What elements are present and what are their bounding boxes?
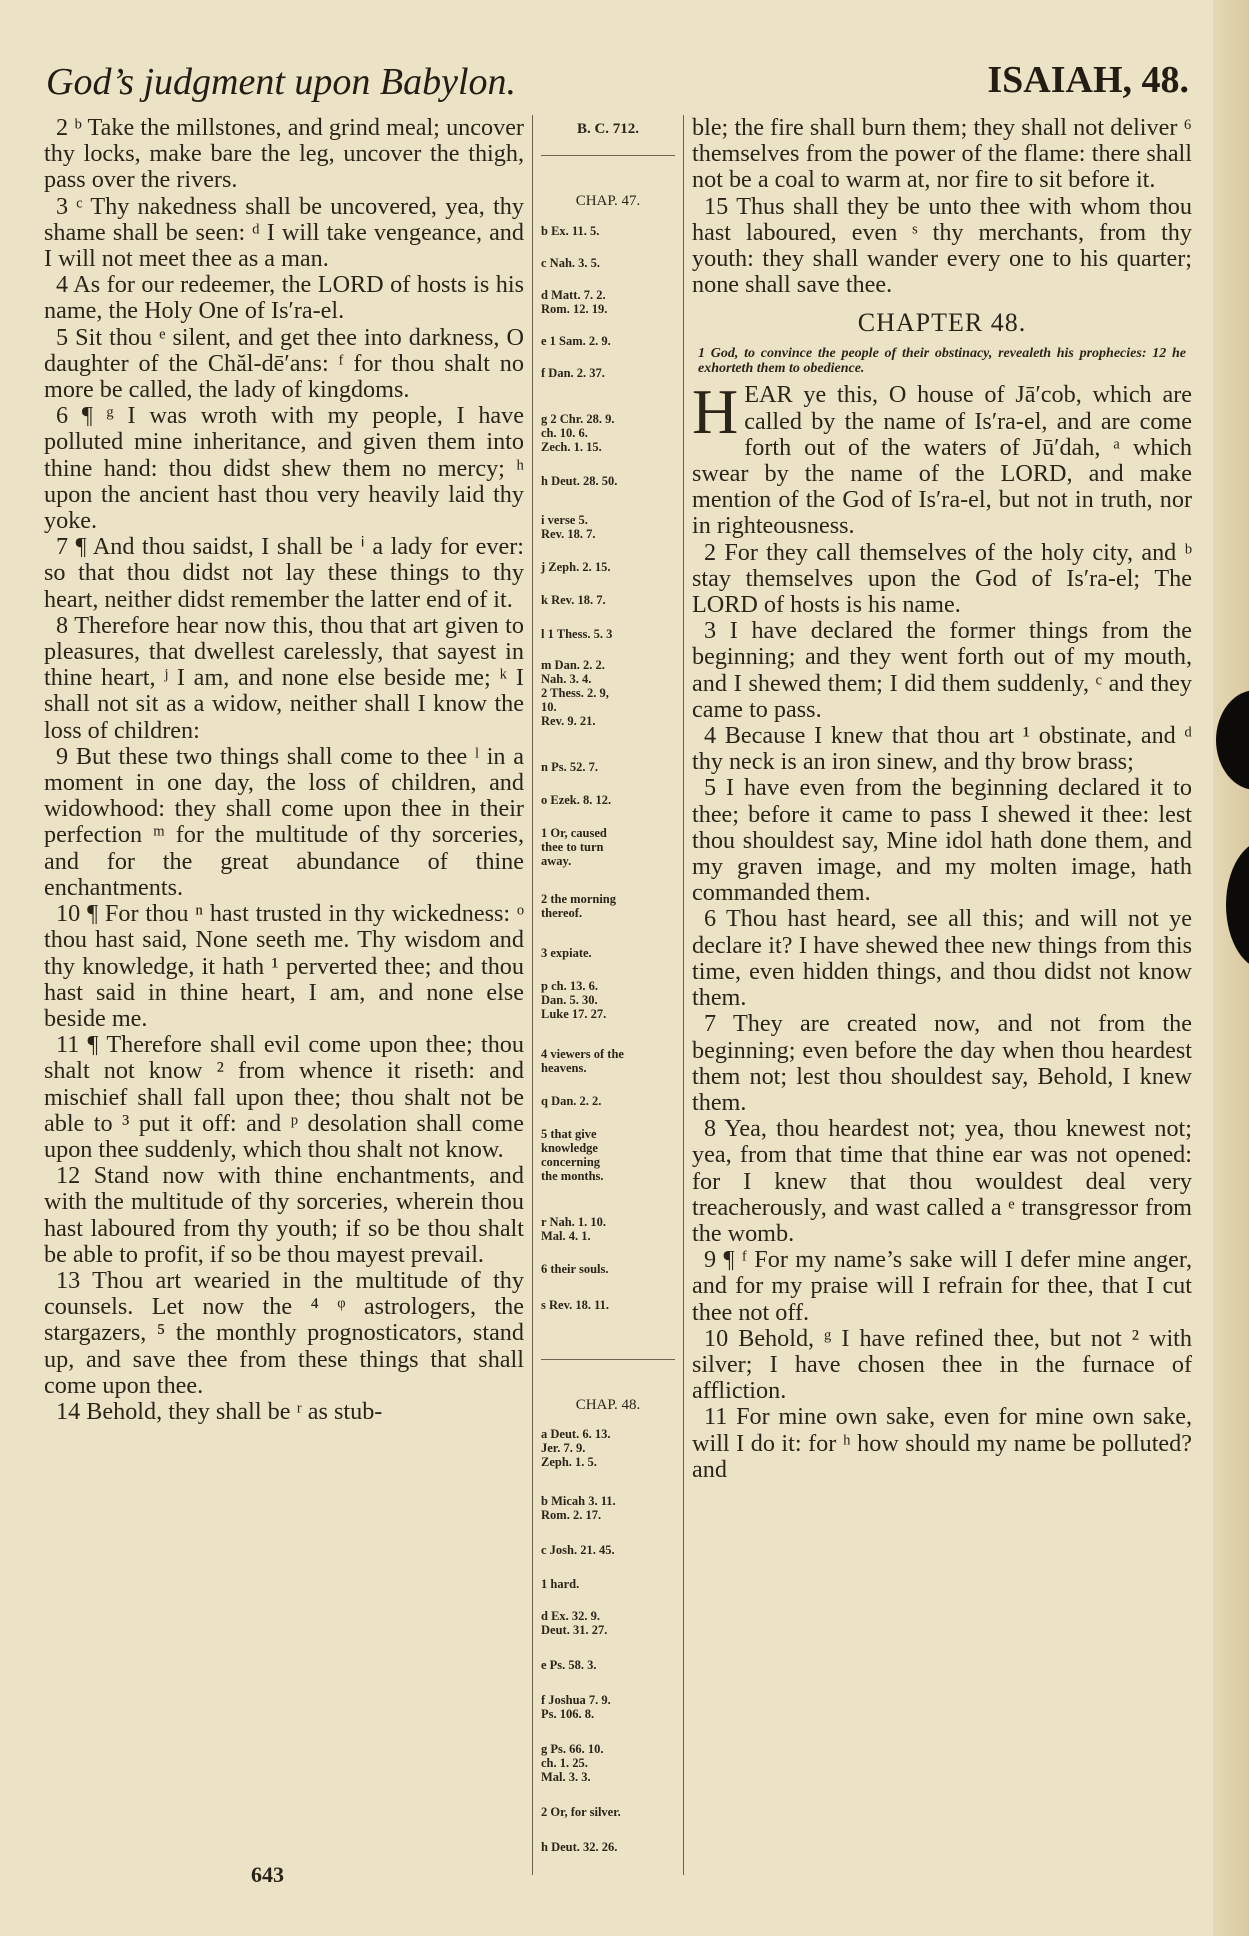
verse: 3 ᶜ Thy nakedness shall be uncovered, yea, thy shame shall be seen: ᵈ I will take vengeance, and I will not meet thee as a man.: [44, 192, 524, 273]
margin-note: h Deut. 32. 26.: [541, 1840, 618, 1854]
margin-note: 2 Or, for silver.: [541, 1805, 621, 1819]
verse: 7 ¶ And thou saidst, I shall be ⁱ a lady for ever: so that thou didst not lay these things to thy heart, neither didst remember the latter end of it.: [44, 533, 524, 613]
margin-note: 6 their souls.: [541, 1262, 609, 1276]
margin-note: f Dan. 2. 37.: [541, 366, 605, 380]
chapter-summary: 1 God, to convince the people of their obstinacy, revealeth his prophecies: 12 he exhorteth them to obedience.: [698, 346, 1186, 377]
margin-note: d Matt. 7. 2. Rom. 12. 19.: [541, 288, 608, 316]
running-header-left: God’s judgment upon Babylon.: [46, 61, 517, 103]
margin-note: 4 viewers of the heavens.: [541, 1047, 624, 1075]
margin-note: p ch. 13. 6. Dan. 5. 30. Luke 17. 27.: [541, 979, 607, 1021]
running-header-right: ISAIAH, 48.: [987, 59, 1189, 101]
margin-note: q Dan. 2. 2.: [541, 1094, 602, 1108]
verse: 2 For they call themselves of the holy city, and ᵇ stay themselves upon the God of Is′ra-el; The LORD of hosts is his name.: [692, 538, 1192, 619]
margin-note: o Ezek. 8. 12.: [541, 793, 612, 807]
chapter-48-label: CHAP. 48.: [575, 1397, 641, 1413]
margin-note: k Rev. 18. 7.: [541, 593, 606, 607]
verse: 10 ¶ For thou ⁿ hast trusted in thy wickedness: ᵒ thou hast said, None seeth me. Thy wisdom and thy knowledge, it hath ¹ perverted thee; and thou hast said in thine heart, I am, and none else beside me.: [44, 900, 524, 1032]
verse: 6 Thou hast heard, see all this; and will not ye declare it? I have shewed thee new things from this time, even hidden things, and thou didst not know them.: [692, 905, 1192, 1012]
margin-note: b Ex. 11. 5.: [541, 224, 600, 238]
margin-note: 3 expiate.: [541, 946, 592, 960]
left-text-column: [44, 115, 524, 1855]
margin-note: m Dan. 2. 2. Nah. 3. 4. 2 Thess. 2. 9, 10. Rev. 9. 21.: [541, 658, 609, 728]
margin-note: 2 the morning thereof.: [541, 892, 616, 920]
margin-note: c Josh. 21. 45.: [541, 1543, 615, 1557]
divider: [541, 155, 675, 156]
page-number: 643: [251, 1862, 284, 1887]
chapter-title: CHAPTER 48.: [857, 308, 1027, 338]
margin-note: c Nah. 3. 5.: [541, 256, 601, 270]
verse: 4 Because I knew that thou art ¹ obstinate, and ᵈ thy neck is an iron sinew, and thy brow brass;: [692, 722, 1192, 776]
margin-note: e 1 Sam. 2. 9.: [541, 334, 611, 348]
verse: 9 ¶ ᶠ For my name’s sake will I defer mine anger, and for my praise will I refrain for thee, that I cut thee not off.: [692, 1246, 1192, 1326]
verse: 9 But these two things shall come to thee ˡ in a moment in one day, the loss of children, and widowhood: they shall come upon thee in their perfection ᵐ for the multitude of thy sorceries, and for the great abundance of thine enchantments.: [44, 742, 524, 901]
verse: 6 ¶ ᵍ I was wroth with my people, I have polluted mine inheritance, and given them into thine hand: thou didst shew them no mercy; ʰ upon the ancient hast thou very heavily laid thy yoke.: [44, 402, 524, 535]
margin-note: 1 hard.: [541, 1577, 580, 1591]
margin-note: f Joshua 7. 9. Ps. 106. 8.: [541, 1693, 611, 1721]
verse: 12 Stand now with thine enchantments, and with the multitude of thy sorceries, wherein thou hast laboured from thy youth; if so be thou shalt be able to profit, if so be thou mayest prevail.: [44, 1162, 524, 1268]
margin-note: b Micah 3. 11. Rom. 2. 17.: [541, 1494, 616, 1522]
verse: 5 Sit thou ᵉ silent, and get thee into darkness, O daughter of the Chăl-dē′ans: ᶠ for thou shalt no more be called, the lady of kingdoms.: [44, 323, 524, 404]
divider: [541, 1359, 675, 1360]
verse: 11 ¶ Therefore shall evil come upon thee; thou shalt not know ² from whence it riseth: and mischief shall fall upon thee; thou shalt not be able to ³ put it off: and ᵖ desolation shall come upon thee suddenly, which thou shalt not know.: [44, 1031, 524, 1163]
verse: 8 Yea, thou heardest not; yea, thou knewest not; yea, from that time that thine ear was not opened: for I knew that thou wouldest deal very treacherously, and wast called a ᵉ transgressor from the womb.: [692, 1115, 1192, 1247]
verse: ble; the fire shall burn them; they shall not deliver ⁶ themselves from the power of the flame: there shall not be a coal to warm at, nor fire to sit before it.: [692, 115, 1192, 194]
first-verse: [692, 376, 1192, 540]
margin-note: e Ps. 58. 3.: [541, 1658, 597, 1672]
drop-cap: H: [692, 376, 739, 448]
verse: 8 Therefore hear now this, thou that art given to pleasures, that dwellest carelessly, that sayest in thine heart, ʲ I am, and none else beside me; ᵏ I shall not sit as a widow, neither shall I know the loss of children:: [44, 611, 524, 744]
margin-note: s Rev. 18. 11.: [541, 1298, 610, 1312]
bc-year: B. C. 712.: [576, 121, 640, 137]
verse: EAR ye this, O house of Jā′cob, which are called by the name of Is′ra-el, and are come forth out of the waters of Jū′dah, ᵃ which swear by the name of the LORD, and make mention of the God of Is′ra-el, but not in truth, nor in righteousness.: [692, 381, 1192, 540]
margin-note: h Deut. 28. 50.: [541, 474, 618, 488]
verse: 14 Behold, they shall be ʳ as stub-: [56, 1397, 383, 1425]
margin-note: i verse 5. Rev. 18. 7.: [541, 513, 596, 541]
chapter-47-label: CHAP. 47.: [575, 193, 641, 209]
verse: 5 I have even from the beginning declared it to thee; before it came to pass I shewed it thee: lest thou shouldest say, Mine idol hath done them, and my graven image, and my molten image, hath commanded them.: [692, 774, 1192, 907]
margin-note: n Ps. 52. 7.: [541, 760, 598, 774]
right-text-column: [692, 115, 1192, 1855]
verse: 15 Thus shall they be unto thee with whom thou hast laboured, even ˢ thy merchants, from thy youth: they shall wander every one to his quarter; none shall save thee.: [692, 192, 1192, 299]
verse: 4 As for our redeemer, the LORD of hosts is his name, the Holy One of Is′ra-el.: [44, 271, 524, 325]
margin-note: l 1 Thess. 5. 3: [541, 627, 613, 641]
margin-note: j Zeph. 2. 15.: [541, 560, 611, 574]
margin-note: r Nah. 1. 10. Mal. 4. 1.: [541, 1215, 607, 1243]
verse: 7 They are created now, and not from the beginning; even before the day when thou heardest them not; lest thou shouldest say, Behold, I knew them.: [692, 1010, 1192, 1116]
margin-note: d Ex. 32. 9. Deut. 31. 27.: [541, 1609, 608, 1637]
verse: 2 ᵇ Take the millstones, and grind meal; uncover thy locks, make bare the leg, uncover the thigh, pass over the rivers.: [44, 115, 524, 194]
margin-note: a Deut. 6. 13. Jer. 7. 9. Zeph. 1. 5.: [541, 1427, 611, 1469]
margin-note: g 2 Chr. 28. 9. ch. 10. 6. Zech. 1. 15.: [541, 412, 615, 454]
verse: 3 I have declared the former things from the beginning; and they went forth out of my mouth, and I shewed them; I did them suddenly, ᶜ and they came to pass.: [692, 617, 1192, 723]
margin-note: 1 Or, caused thee to turn away.: [541, 826, 607, 868]
margin-note: 5 that give knowledge concerning the months.: [541, 1127, 604, 1183]
verse: 10 Behold, ᵍ I have refined thee, but not ² with silver; I have chosen thee in the furnace of affliction.: [692, 1324, 1192, 1405]
page-edge: [1213, 0, 1249, 1936]
margin-note: g Ps. 66. 10. ch. 1. 25. Mal. 3. 3.: [541, 1742, 604, 1784]
cross-reference-column: [532, 115, 684, 1875]
verse: 13 Thou art wearied in the multitude of thy counsels. Let now the ⁴ ᵠ astrologers, the stargazers, ⁵ the monthly prognosticators, stand up, and save thee from these things that shall come upon thee.: [44, 1266, 524, 1399]
verse: 11 For mine own sake, even for mine own sake, will I do it: for ʰ how should my name be polluted? and: [692, 1403, 1192, 1483]
